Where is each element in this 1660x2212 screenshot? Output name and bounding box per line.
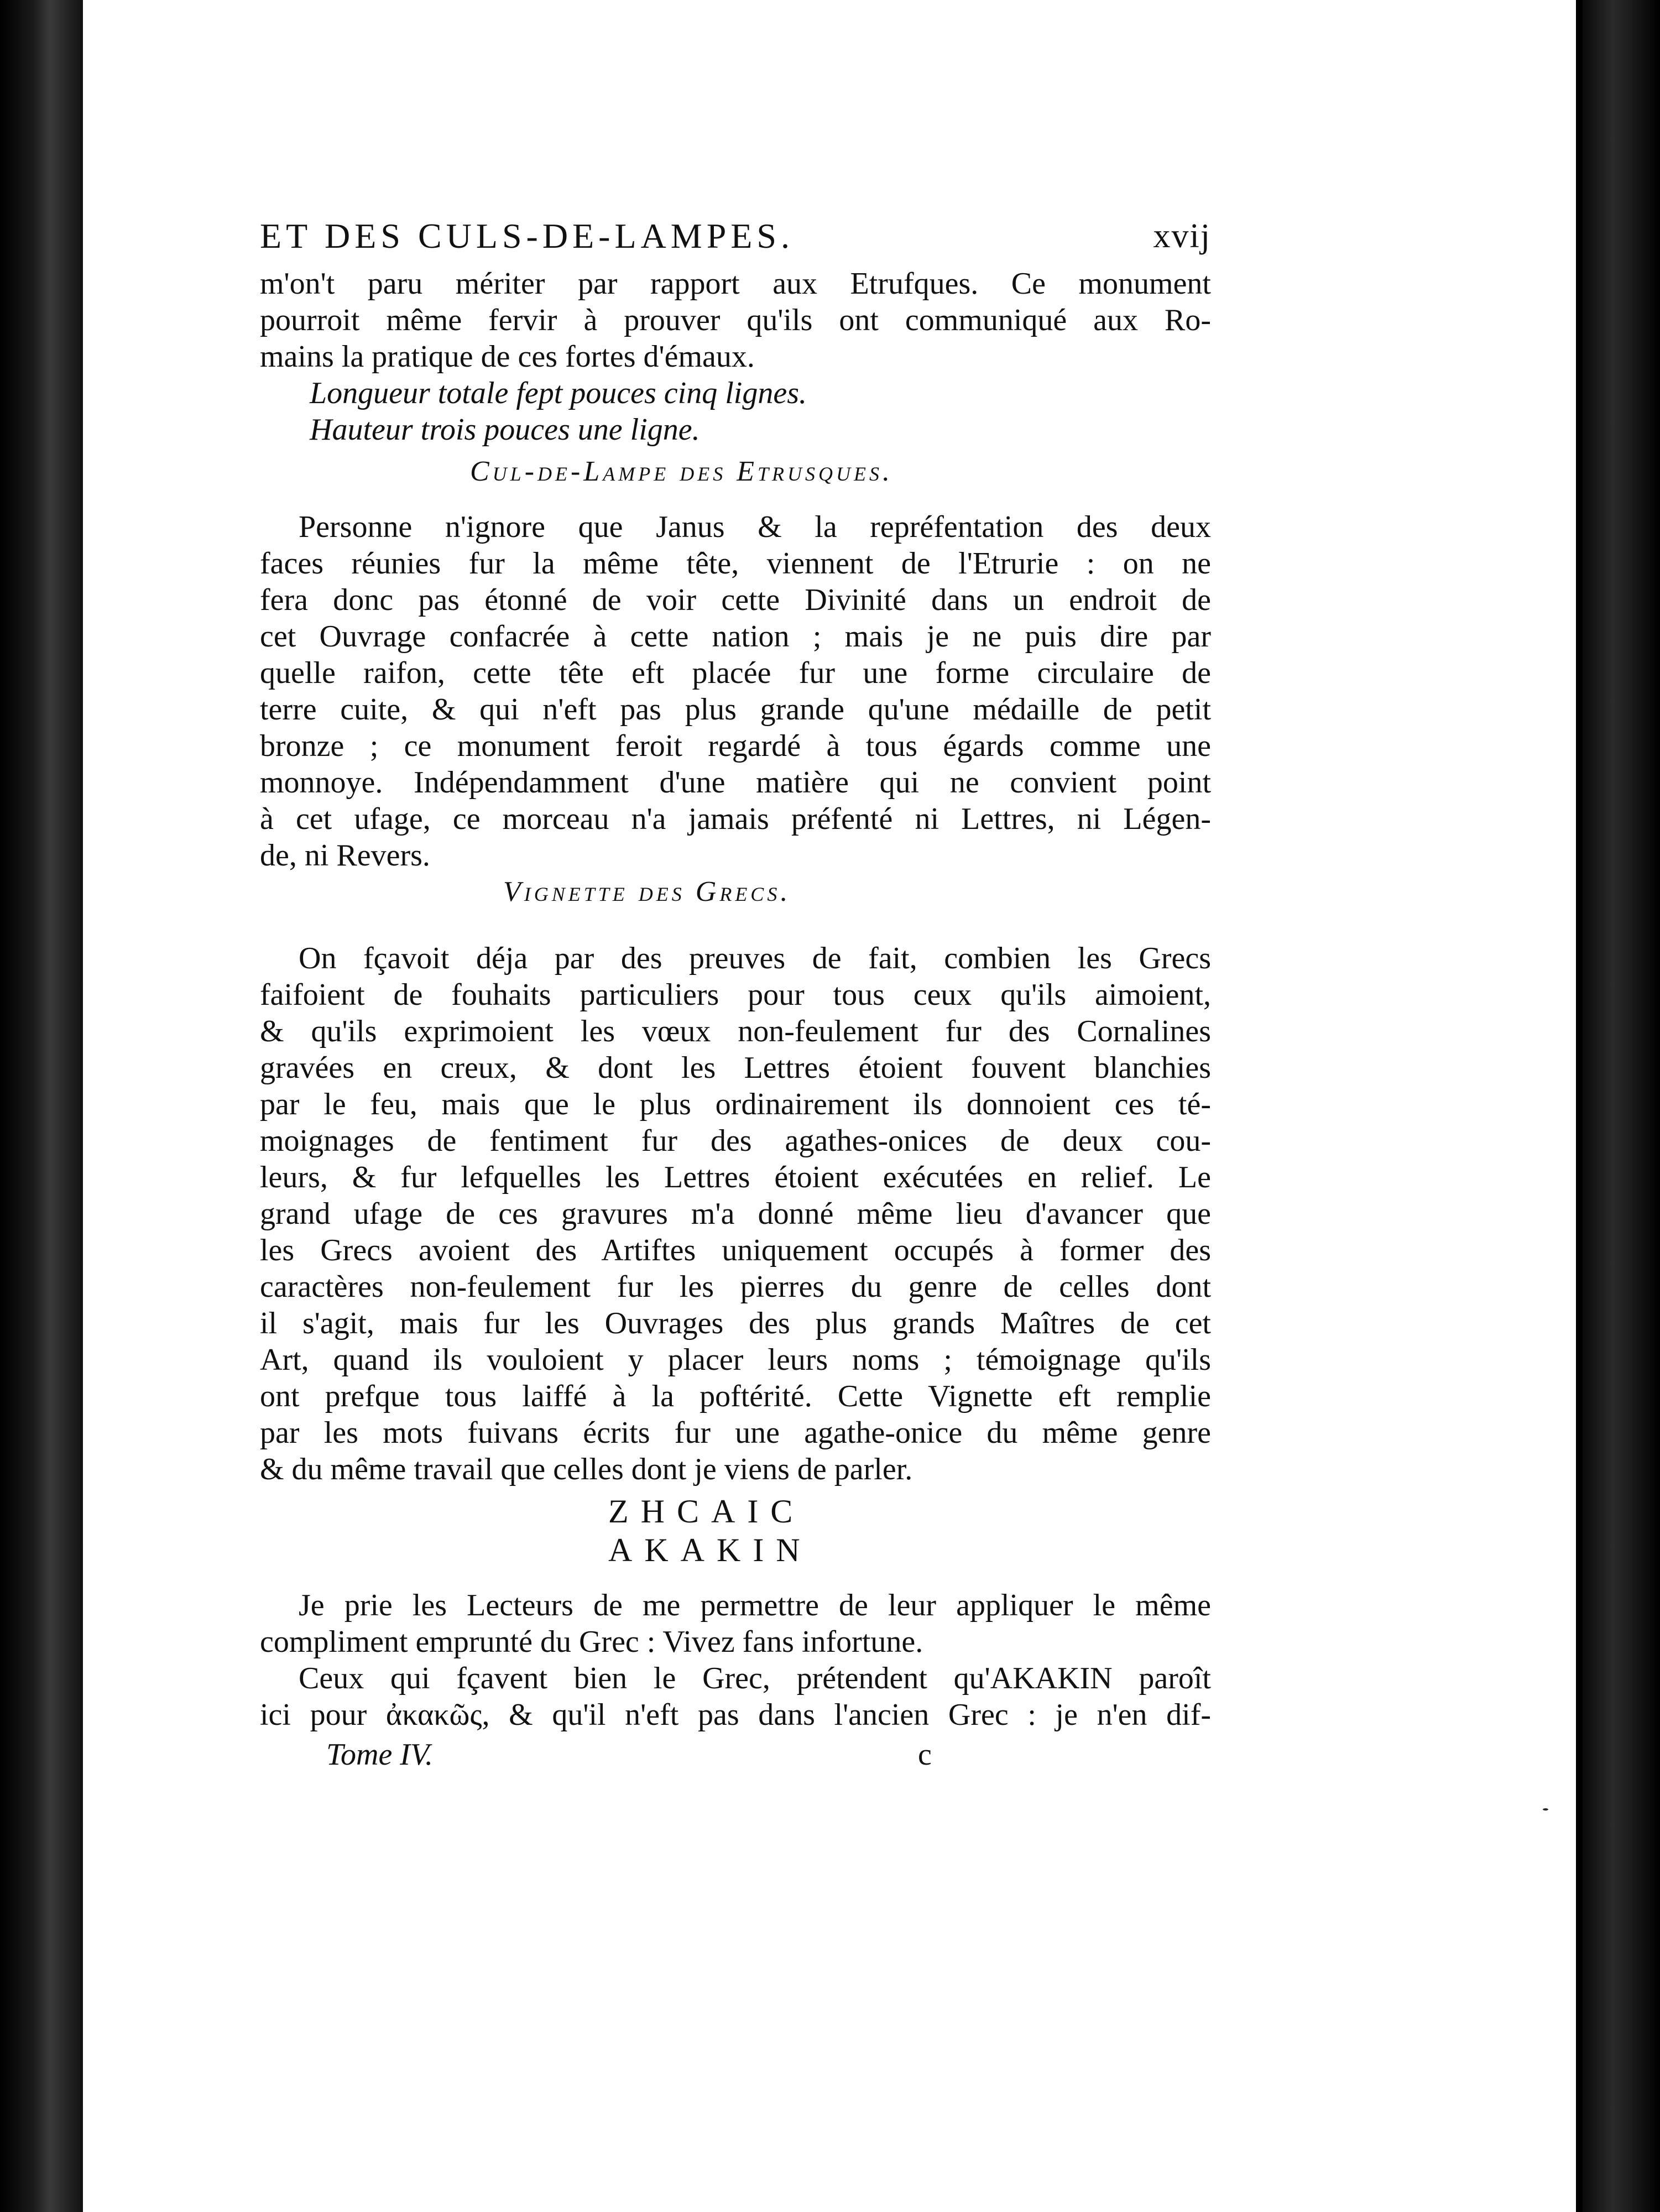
text-line: il s'agit, mais fur les Ouvrages des plus grands Maîtres de cet	[260, 1306, 1211, 1340]
dimension-length: Longueur totale fept pouces cinq lignes.	[310, 376, 807, 410]
text-line: par les mots fuivans écrits fur une agathe-onice du même genre	[260, 1416, 1211, 1450]
text-line: Ceux qui fçavent bien le Grec, prétendent qu'AKAKIN paroît	[299, 1661, 1211, 1695]
text-line: compliment emprunté du Grec : Vivez fans infortune.	[260, 1625, 923, 1659]
text-line: ici pour ἀκακῶς, & qu'il n'eft pas dans l'ancien Grec : je n'en dif-	[260, 1698, 1211, 1732]
scan-border-right	[1583, 0, 1660, 2212]
text-line: Je prie les Lecteurs de me permettre de leur appliquer le même	[299, 1588, 1211, 1623]
book-page	[83, 0, 1576, 2212]
text-line: grand ufage de ces gravures m'a donné même lieu d'avancer que	[260, 1197, 1211, 1231]
text-line: caractères non-feulement fur les pierres du genre de celles dont	[260, 1270, 1211, 1304]
text-line: On fçavoit déja par des preuves de fait, combien les Grecs	[299, 941, 1211, 975]
dimension-height: Hauteur trois pouces une ligne.	[310, 413, 700, 447]
section-heading-etrusques: Cul-de-Lampe des Etrusques.	[470, 456, 893, 487]
running-head	[260, 216, 1211, 265]
text-line: pourroit même fervir à prouver qu'ils ont communiqué aux Ro-	[260, 303, 1211, 337]
text-line: Personne n'ignore que Janus & la repréfentation des deux	[299, 510, 1211, 544]
text-line: m'on't paru mériter par rapport aux Etrufques. Ce monument	[260, 267, 1211, 301]
text-line: cet Ouvrage confacrée à cette nation ; mais je ne puis dire par	[260, 619, 1211, 654]
text-line: par le feu, mais que le plus ordinairement ils donnoient ces té-	[260, 1087, 1211, 1121]
text-line: quelle raifon, cette tête eft placée fur une forme circulaire de	[260, 656, 1211, 690]
scan-speck	[1543, 1808, 1548, 1811]
text-line: faifoient de fouhaits particuliers pour tous ceux qu'ils aimoient,	[260, 978, 1211, 1012]
text-line: gravées en creux, & dont les Lettres étoient fouvent blanchies	[260, 1051, 1211, 1085]
greek-inscription-line-2: AKAKIN	[608, 1532, 812, 1568]
text-line: Art, quand ils vouloient y placer leurs noms ; témoignage qu'ils	[260, 1343, 1211, 1377]
text-line: ont prefque tous laiffé à la poftérité. Cette Vignette eft remplie	[260, 1379, 1211, 1413]
section-heading-grecs: Vignette des Grecs.	[503, 876, 791, 907]
greek-inscription-line-1: ZHCAIC	[608, 1493, 805, 1530]
signature-mark: c	[918, 1738, 932, 1772]
text-line: à cet ufage, ce morceau n'a jamais préfenté ni Lettres, ni Légen-	[260, 802, 1211, 836]
text-line: moignages de fentiment fur des agathes-onices de deux cou-	[260, 1124, 1211, 1158]
text-line: leurs, & fur lefquelles les Lettres étoient exécutées en relief. Le	[260, 1160, 1211, 1194]
text-line: & qu'ils exprimoient les vœux non-feulement fur des Cornalines	[260, 1014, 1211, 1048]
text-line: mains la pratique de ces fortes d'émaux.	[260, 340, 755, 374]
text-line: bronze ; ce monument feroit regardé à tous égards comme une	[260, 729, 1211, 763]
text-line: fera donc pas étonné de voir cette Divinité dans un endroit de	[260, 583, 1211, 617]
text-line: de, ni Revers.	[260, 838, 430, 873]
text-line: les Grecs avoient des Artiftes uniquement occupés à former des	[260, 1233, 1211, 1267]
text-line: terre cuite, & qui n'eft pas plus grande qu'une médaille de petit	[260, 692, 1211, 727]
scan-border-left	[0, 0, 83, 2212]
volume-footer: Tome IV.	[326, 1738, 433, 1772]
page-number: xvij	[1153, 217, 1211, 255]
text-line: & du même travail que celles dont je viens de parler.	[260, 1452, 913, 1486]
running-title: ET DES CULS-DE-LAMPES.	[260, 216, 794, 255]
text-line: monnoye. Indépendamment d'une matière qui ne convient point	[260, 765, 1211, 800]
text-line: faces réunies fur la même tête, viennent de l'Etrurie : on ne	[260, 546, 1211, 581]
